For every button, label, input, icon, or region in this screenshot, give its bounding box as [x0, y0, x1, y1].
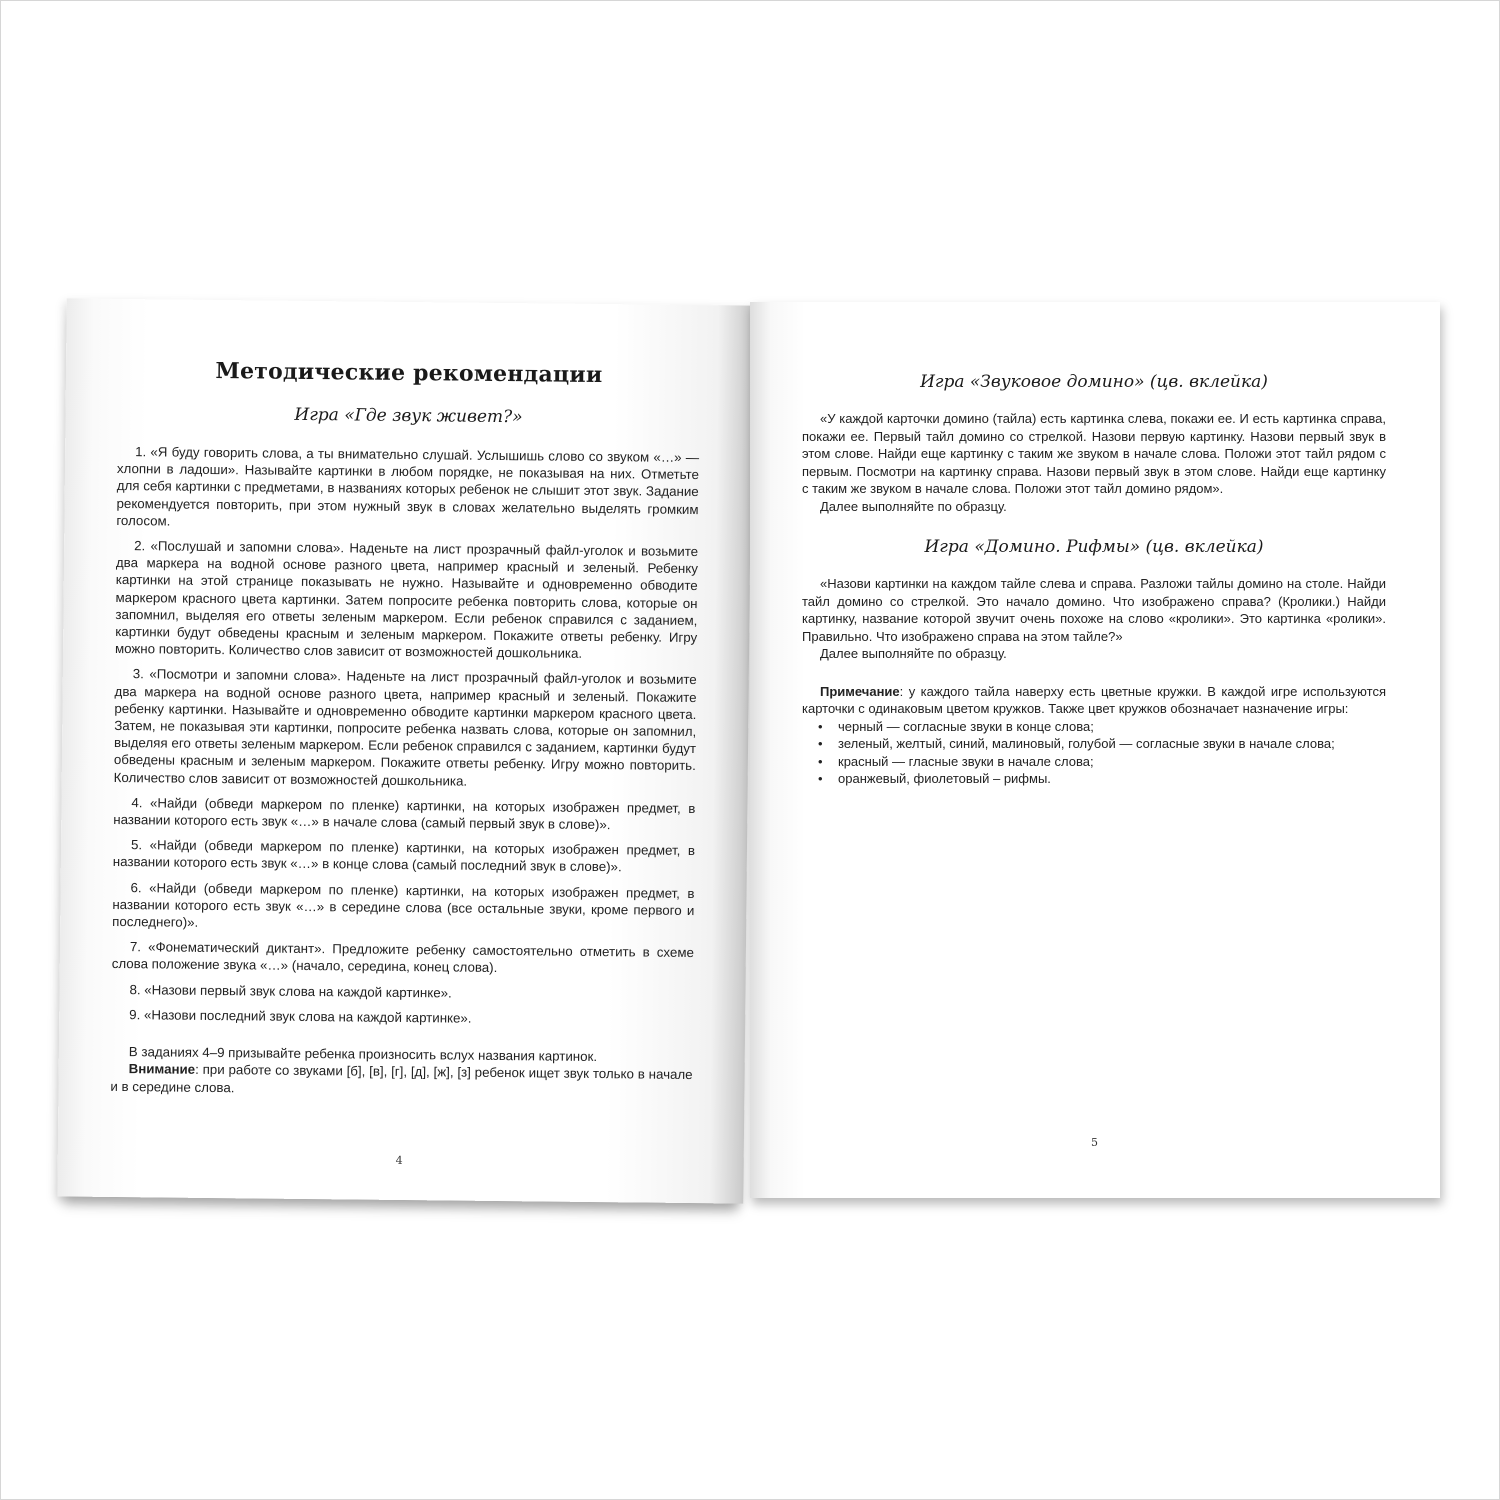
- attention-note: [110, 1060, 692, 1100]
- list-item: • красный — гласные звуки в начале слова;: [838, 753, 1386, 771]
- game-title-domino-rhymes: Игра «Домино. Рифмы» (цв. вклейка): [924, 537, 1264, 557]
- list-item: • черный — согласные звуки в конце слова;: [838, 718, 1386, 736]
- list-item: 8. «Назови первый звук слова на каждой картинке».: [129, 981, 452, 1001]
- list-item: 5. «Найди (обведи маркером по пленке) картинки, на которых изображен предмет, в названии которого есть звук «…» в конце слова (самый последний звук в слове)».: [112, 837, 696, 875]
- game2-text: «Назови картинки на каждом тайле слева и справа. Разложи тайлы домино на столе. Найди тайл домино со стрелкой. Это начало домино. Что изображено справа? (Кролики.) Найди картинку, название которой звучит очень похоже на слово «кролики». Это картинка «ролики». Правильно. Что изображено справа на этом тайле?»: [802, 576, 1386, 644]
- list-item: 4. «Найди (обведи маркером по пленке) картинки, на которых изображен предмет, в названии которого есть звук «…» в начале слова (самый первый звук в слове)».: [113, 794, 696, 833]
- note-text: : у каждого тайла наверху есть цветные кружки. В каждой игре используются карточки с одинаковым цветом кружков. Также цвет кружков обозначает назначение игры:: [802, 683, 1386, 716]
- left-page: [57, 298, 752, 1203]
- list-item: 9. «Назови последний звук слова на каждой картинке».: [129, 1007, 472, 1026]
- game-title-sound-domino: Игра «Звуковое домино» (цв. вклейка): [920, 372, 1268, 392]
- list-item: 6. «Найди (обведи маркером по пленке) картинки, на которых изображен предмет, в названии которого есть звук «…» в середине слова (все остальные звуки, кроме первого и последнего)».: [112, 879, 695, 930]
- list-item: 1. «Я буду говорить слова, а ты внимательно слушай. Услышишь слово со звуком «…» — хлопни в ладоши». Называйте картинки в любом порядке, не показывая на них. Отметьте для себя картинки с предметами, в названиях которых ребенок не слышит этот звук. Задание рекомендуется повторить, при этом нужный звук в словах желательно выделять громким голосом.: [116, 444, 700, 529]
- note-label: Примечание: [820, 683, 900, 699]
- game1-continue: Далее выполняйте по образцу.: [820, 498, 1007, 514]
- list-item: 7. «Фонематический диктант». Предложите ребенку самостоятельно отметить в схеме слова положение звука «…» (начало, середина, конец слова).: [111, 939, 694, 976]
- footer-note: В заданиях 4–9 призывайте ребенка произносить вслух названия картинок.: [128, 1044, 598, 1065]
- list-item: • зеленый, желтый, синий, малиновый, голубой — согласные звуки в начале слова;: [838, 735, 1386, 753]
- page-number: 4: [395, 1153, 403, 1167]
- attention-label: Внимание: [128, 1061, 196, 1078]
- list-item: 2. «Послушай и запомни слова». Наденьте на лист прозрачный файл-уголок и возьмите два маркера на водной основе разного цвета, например красный и зеленый. Ребенку картинки на этой странице показывать не нужно. Называйте и одновременно обводите маркером красного цвета картинки. Затем попросите ребенка повторить слова, которые он запомнил, выделяя его ответы зеленым маркером. Если ребенок справился с заданием, картинки будут обведены красным и зеленым маркером. Покажите ответы ребенку. Игру можно повторить. Количество слов зависит от возможностей дошкольника.: [114, 538, 699, 662]
- page-title: Методические рекомендации: [215, 357, 603, 389]
- list-item: • оранжевый, фиолетовый – рифмы.: [838, 770, 1386, 788]
- note-paragraph: [802, 683, 1386, 718]
- game2-continue: Далее выполняйте по образцу.: [820, 646, 1007, 661]
- page-number: 5: [1091, 1136, 1098, 1149]
- game-title-where-sound-lives: Игра «Где звук живет?»: [294, 404, 523, 428]
- attention-text: : при работе со звуками [б], [в], [г], [д], [ж], [з] ребенок ищет звук только в начале и в середине слова.: [110, 1062, 693, 1095]
- color-legend-list: [802, 718, 1386, 788]
- game1-text: «У каждой карточки домино (тайла) есть картинка слева, покажи ее. И есть картинка справа, покажи ее. Первый тайл домино со стрелкой. Назови первую картинку. Назови первый звук в этом слове. Найди еще картинку с таким же звуком в начале слова. Положи этот тайл рядом с первым. Посмотри на картинку справа. Назови первый звук в этом слове. Найди еще картинку с таким же звуком в начале слова. Положи этот тайл домино рядом».: [802, 411, 1386, 496]
- list-item: 3. «Посмотри и запомни слова». Наденьте на лист прозрачный файл-уголок и возьмите два маркера на водной основе разного цвета, например красный и зеленый. Покажите ребенку картинки. Называйте и одновременно обводите картинки маркером красного цвета. Затем, не показывая эти картинки, попросите ребенка назвать слова, которые он запомнил, выделяя его ответы зеленым маркером. Если ребенок справился с заданием, картинки будут обведены красным и зеленым маркером. Покажите ответы ребенку. Игру можно повторить. Количество слов зависит от возможностей дошкольника.: [113, 666, 697, 789]
- right-page: [750, 302, 1440, 1198]
